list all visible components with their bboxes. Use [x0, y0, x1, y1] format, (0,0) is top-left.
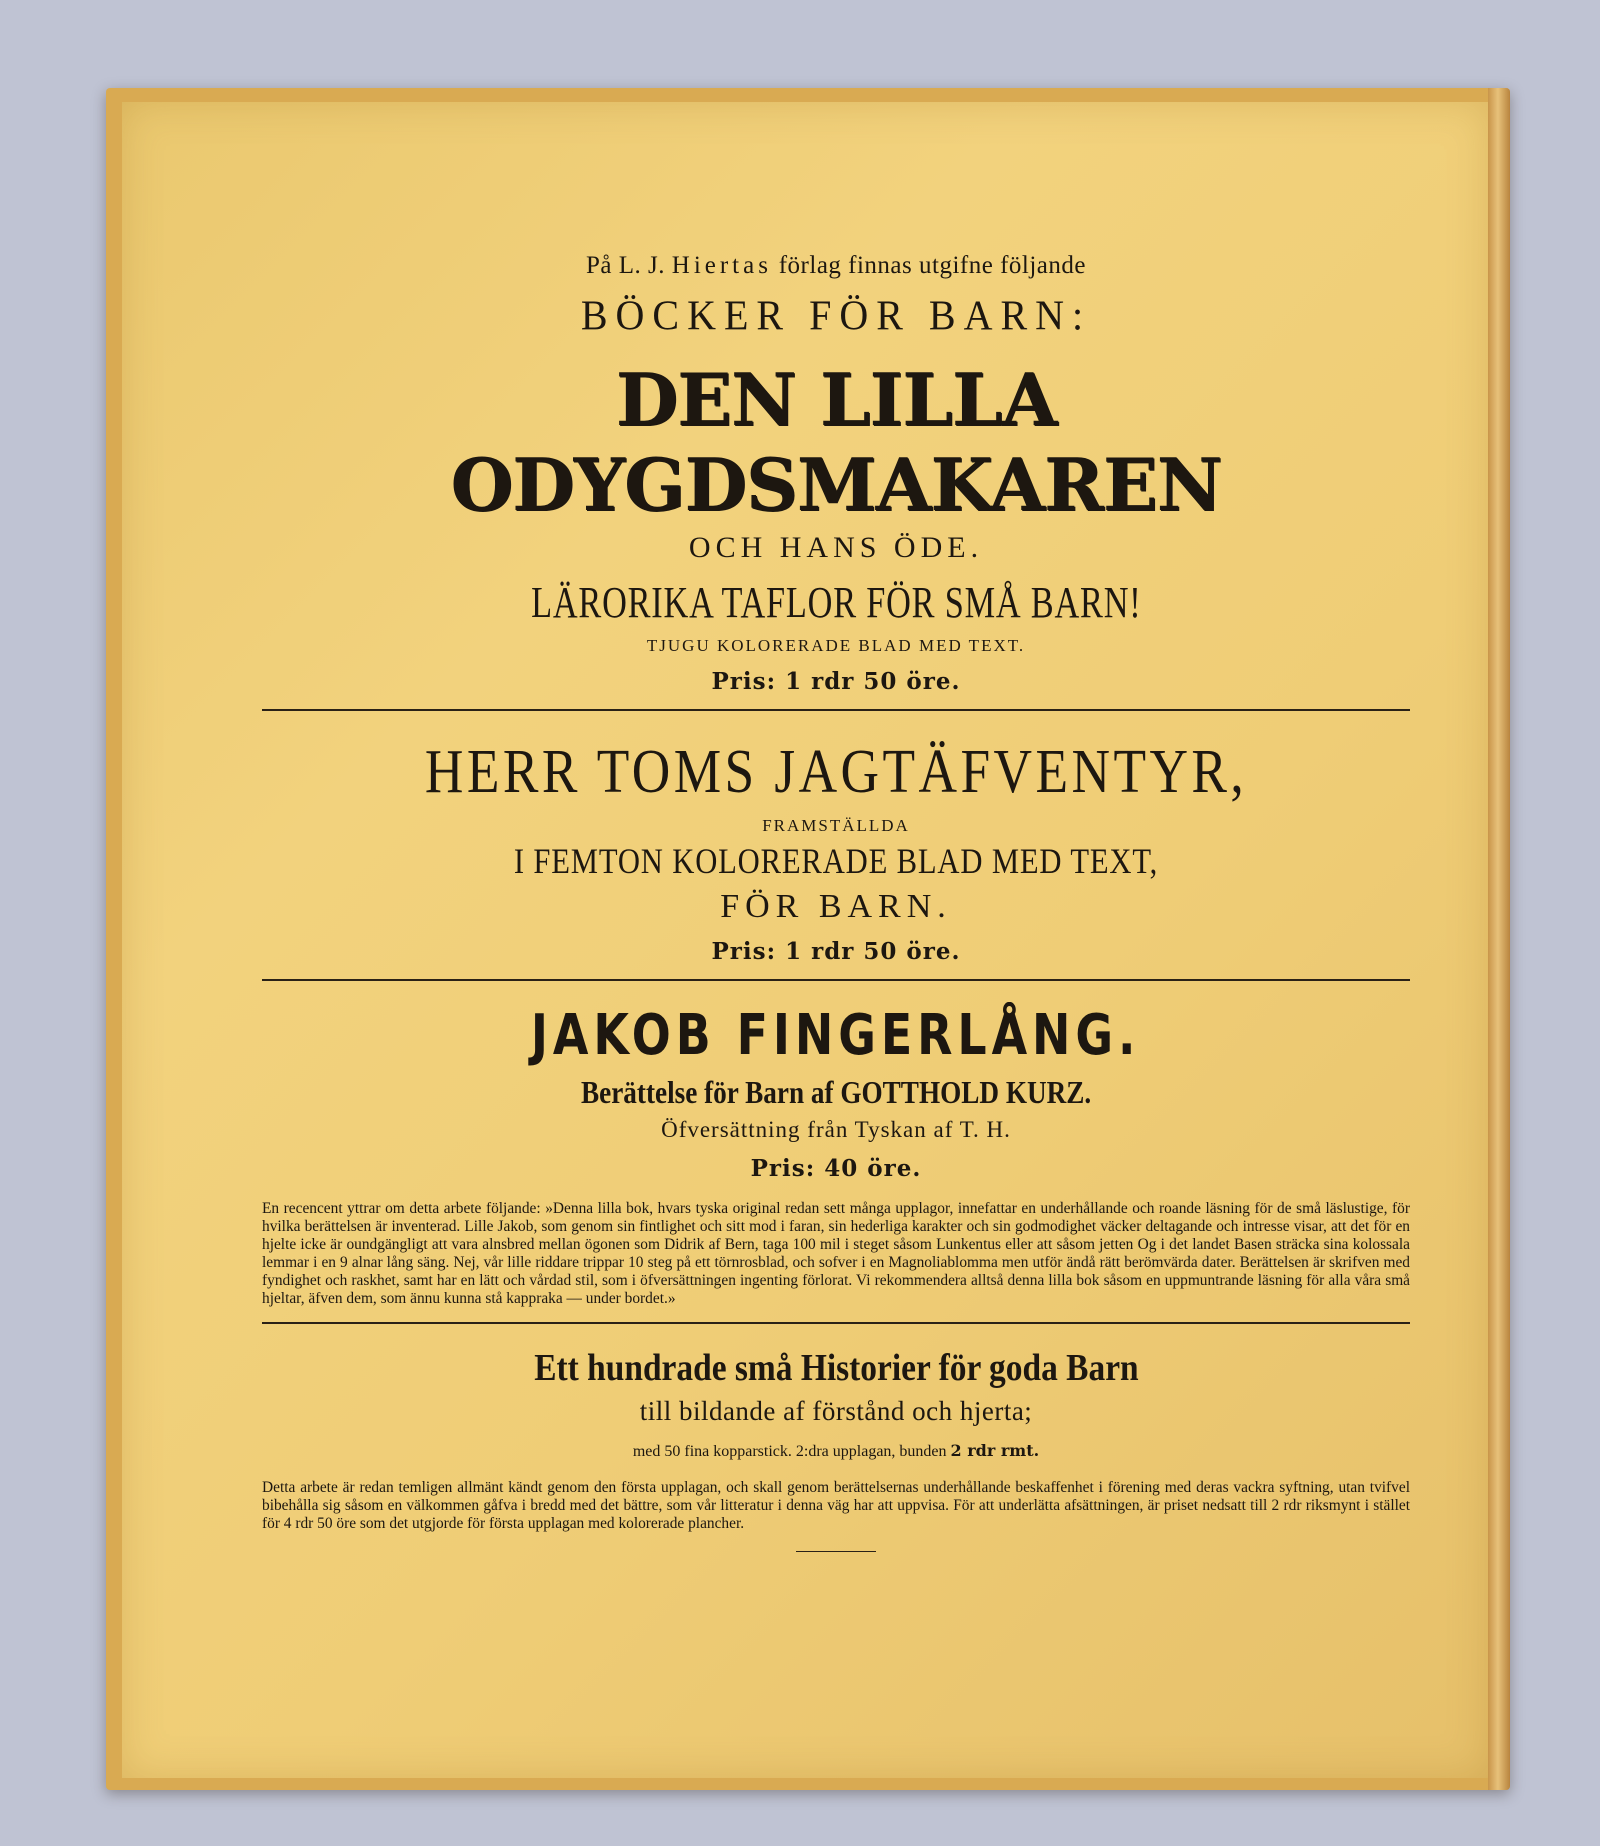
- book2-title: HERR TOMS JAGTÄFVENTYR,: [424, 738, 1248, 806]
- book3-price: Pris: 40 öre.: [750, 1155, 922, 1182]
- book4-edition-line: [262, 1441, 1410, 1461]
- book2-line2: I FEMTON KOLORERADE BLAD MED TEXT,: [513, 841, 1159, 881]
- page-content: [262, 252, 1410, 1552]
- book2-price: Pris: 1 rdr 50 öre.: [711, 938, 961, 965]
- book1-subtitle: OCH HANS ÖDE.: [688, 531, 984, 564]
- book4-description: Detta arbete är redan temligen allmänt kändt genom den första upplagan, och skall genom berättelsernas underhållande beskaffenhet i förening med deras vackra syftning, utan tvifvel bibehålla sig såsom en välkommen gåfva i bredd med det bättre, som vår litteratur i denna väg har att uppvisa. För att underlätta afsättningen, är priset nedsatt till 2 rdr riksmynt i stället för 4 rdr 50 öre som det utgjorde för första upplagan med kolorerade plancher.: [262, 1479, 1410, 1532]
- book3-review: En recencent yttrar om detta arbete följande: »Denna lilla bok, hvars tyska original redan sett många upplagor, innefattar en underhållande och roande läsning för de små läslustige, för hvilka berättelsen är inventerad. Lille Jakob, som genom sin fintlighet och sitt mod i faran, sin hederliga karakter och sin godmodighet väcker deltagande och intresse visar, att det för en hjelte icke är oundgängligt att vara alnsbred mellan ögonen som Didrik af Bern, taga 100 mil i steget såsom Lunkentus eller att såsom jetten Og i det landet Basen sträcka sina kolossala lemmar i en 9 alnar lång säng. Nej, vår lille riddare trippar 10 steg på ett törnrosblad, och sofver i en Magnoliablomma men utför ändå rätt berömvärda dater. Berättelsen är skrifven med fyndighet och raskhet, samt har en lätt och vårdad stil, som i öfversättningen ingenting förlorat. Vi rekommendera alltså denna lilla bok såsom en uppmuntrande läsning för alla våra små hjeltar, äfven dem, som ännu kunna stå kappraka — under bordet.»: [262, 1200, 1410, 1307]
- book1-price: Pris: 1 rdr 50 öre.: [711, 668, 961, 695]
- advertisement-page: [122, 102, 1488, 1778]
- book3-translation: Öfversättning från Tyskan af T. H.: [661, 1117, 1011, 1142]
- intro-publisher: Hiertas: [671, 252, 772, 279]
- section-title: BÖCKER FÖR BARN:: [580, 291, 1092, 340]
- intro-prefix: På L. J.: [586, 252, 666, 279]
- book3-subtitle: Berättelse för Barn af GOTTHOLD KURZ.: [580, 1074, 1092, 1110]
- book4-edition: med 50 fina kopparstick. 2:dra upplagan, bunden: [632, 1443, 947, 1460]
- book1-line2: LÄRORIKA TAFLOR FÖR SMÅ BARN!: [530, 578, 1142, 627]
- book2-line3: FÖR BARN.: [720, 888, 952, 925]
- book4-edition-price: 2 rdr rmt.: [950, 1441, 1040, 1460]
- book4-subtitle: till bildande af förstånd och hjerta;: [639, 1396, 1033, 1426]
- book-spine: [1488, 88, 1510, 1790]
- book1-line3: TJUGU KOLORERADE BLAD MED TEXT.: [646, 636, 1026, 655]
- end-rule: [796, 1551, 876, 1552]
- book2-line1: FRAMSTÄLLDA: [762, 816, 910, 835]
- book3-title: JAKOB FINGERLÅNG.: [531, 1003, 1141, 1068]
- intro-line: [262, 252, 1410, 280]
- book-cover-board: [106, 88, 1510, 1790]
- book4-title: Ett hundrade små Historier för goda Barn: [533, 1347, 1139, 1389]
- intro-suffix: förlag finnas utgifne följande: [778, 252, 1086, 279]
- book1-title: DEN LILLA ODYGDSMAKAREN: [450, 357, 1222, 527]
